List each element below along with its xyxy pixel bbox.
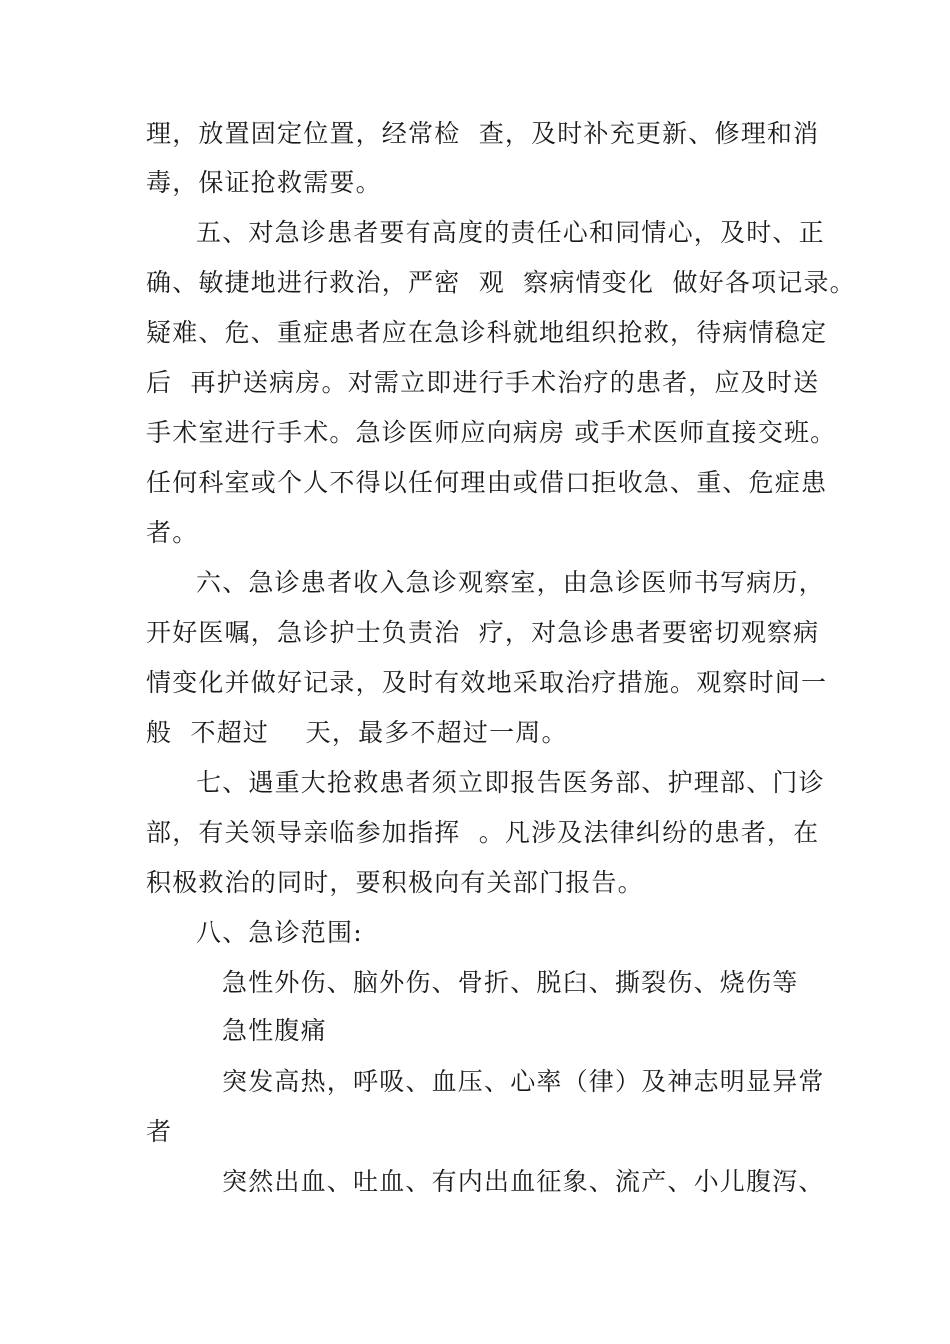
section-7-heading-line: 七、遇重大抢救患者须立即报告医务部、护理部、门诊 (196, 768, 825, 797)
text-line: 手术室进行手术。急诊医师应向病房 或手术医师直接交班。 (146, 418, 837, 447)
text-line: 开好医嘱，急诊护士负责治 疗，对急诊患者要密切观察病 (146, 618, 820, 647)
text-line: 情变化并做好记录，及时有效地采取治疗措施。观察时间一 (146, 668, 828, 697)
text-line: 确、敏捷地进行救治，严密 观 察病情变化 做好各项记录。 (146, 268, 856, 297)
section-6-heading-line: 六、急诊患者收入急诊观察室，由急诊医师书写病历， (196, 568, 825, 597)
text-line: 理，放置固定位置，经常检 查，及时补充更新、修理和消 (146, 119, 820, 148)
text-line: 者 (146, 1117, 173, 1146)
text-line: 毒，保证抢救需要。 (146, 168, 382, 197)
scope-item-line: 急性腹痛 (222, 1016, 327, 1045)
section-5-heading-line: 五、对急诊患者要有高度的责任心和同情心，及时、正 (196, 218, 825, 247)
scope-item-line: 突然出血、吐血、有内出血征象、流产、小儿腹泻、 (222, 1167, 825, 1196)
text-line: 般 不超过 天，最多不超过一周。 (146, 718, 568, 747)
text-line: 者。 (146, 518, 199, 547)
scope-item-line: 突发高热，呼吸、血压、心率（律）及神志明显异常 (222, 1067, 825, 1096)
scope-item-line: 急性外伤、脑外伤、骨折、脱臼、撕裂伤、烧伤等 (222, 968, 799, 997)
text-line: 积极救治的同时，要积极向有关部门报告。 (146, 868, 644, 897)
text-line: 后 再护送病房。对需立即进行手术治疗的患者，应及时送 (146, 368, 820, 397)
text-line: 任何科室或个人不得以任何理由或借口拒收急、重、危症患 (146, 468, 828, 497)
section-8-heading-line: 八、急诊范围: (196, 918, 363, 947)
text-line: 部，有关领导亲临参加指挥 。凡涉及法律纠纷的患者，在 (146, 818, 820, 847)
text-line: 疑难、危、重症患者应在急诊科就地组织抢救，待病情稳定 (146, 318, 828, 347)
